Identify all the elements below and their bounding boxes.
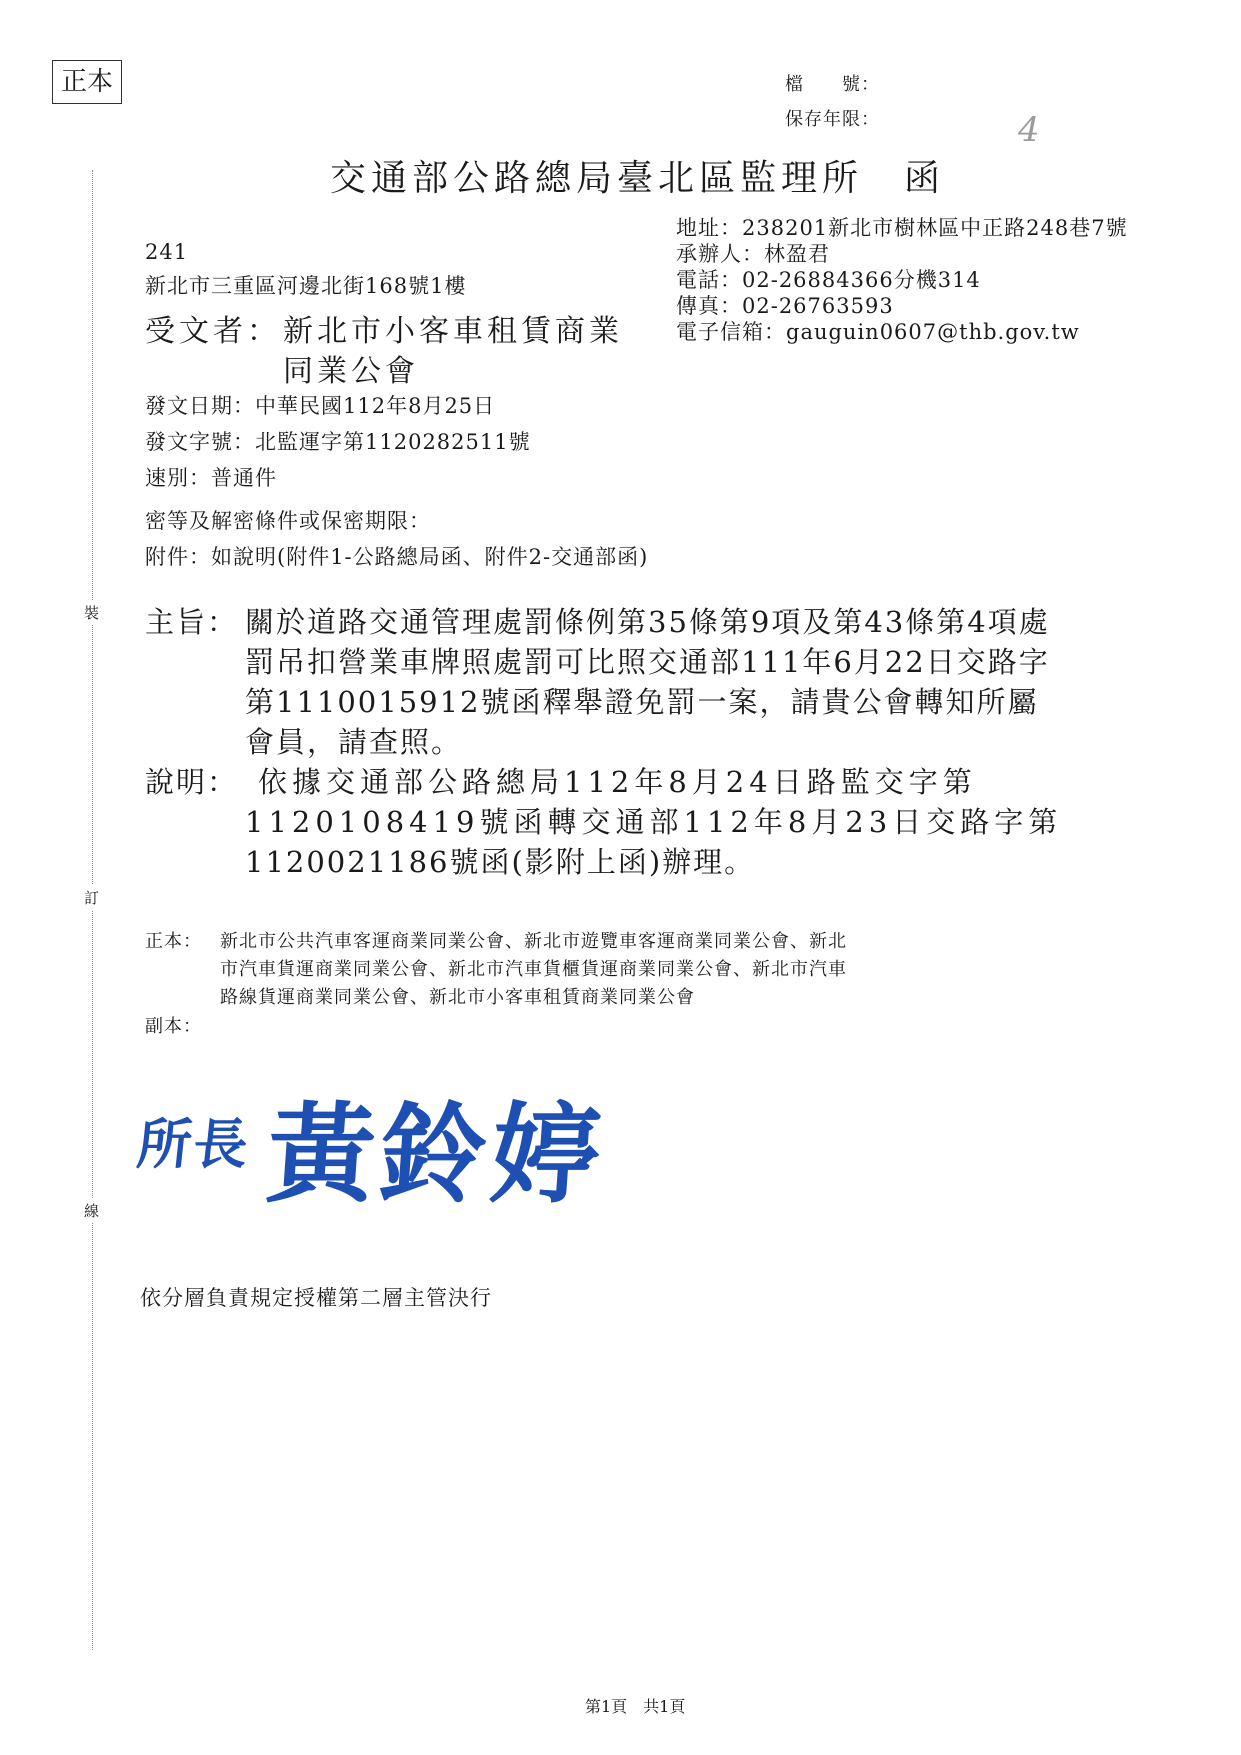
dispatch-number: 發文字號：北監運字第1120282511號 xyxy=(145,430,531,454)
sender-fax: 傳真：02-26763593 xyxy=(676,294,894,318)
explanation-line-1: 依據交通部公路總局112年8月24日路監交字第 xyxy=(258,765,977,799)
original-distribution-line-1: 新北市公共汽車客運商業同業公會、新北市遊覽車客運商業同業公會、新北 xyxy=(220,931,847,952)
subject-line-2: 罰吊扣營業車牌照處罰可比照交通部111年6月22日交路字 xyxy=(245,645,1050,679)
dispatch-date: 發文日期：中華民國112年8月25日 xyxy=(145,394,496,418)
subject-label: 主旨： xyxy=(145,605,239,639)
original-distribution-line-3: 路線貨運商業同業公會、新北市小客車租賃商業同業公會 xyxy=(220,987,695,1008)
explanation-line-3: 1120021186號函(影附上函)辦理。 xyxy=(245,845,756,879)
explanation-line-2: 1120108419號函轉交通部112年8月23日交路字第 xyxy=(245,805,1063,839)
file-number-label: 檔 號： xyxy=(785,74,880,95)
document-title: 交通部公路總局臺北區監理所 函 xyxy=(330,158,946,199)
binding-mark-staple: 訂 xyxy=(84,885,99,910)
dispatch-security: 密等及解密條件或保密期限： xyxy=(145,509,431,533)
recipient-address: 新北市三重區河邊北街168號1樓 xyxy=(145,274,467,298)
binding-mark-bind: 裝 xyxy=(84,600,99,625)
explanation-label: 說明： xyxy=(145,765,239,799)
retention-label: 保存年限： xyxy=(785,109,880,130)
dispatch-attachment: 附件：如說明(附件1-公路總局函、附件2-交通部函) xyxy=(145,545,649,569)
recipient-postal-code: 241 xyxy=(145,240,189,264)
original-distribution-label: 正本： xyxy=(145,931,202,952)
page-number: 第1頁 共1頁 xyxy=(585,1697,686,1716)
subject-line-1: 關於道路交通管理處罰條例第35條第9項及第43條第4項處 xyxy=(245,605,1050,639)
binding-margin-line xyxy=(92,170,93,1650)
sender-email: 電子信箱：gauguin0607@thb.gov.tw xyxy=(676,320,1080,344)
sender-address: 地址：238201新北市樹林區中正路248巷7號 xyxy=(676,216,1128,240)
original-copy-stamp: 正本 xyxy=(52,60,122,104)
recipient-name-line1: 新北市小客車租賃商業 xyxy=(283,314,623,349)
subject-line-4: 會員，請查照。 xyxy=(245,725,463,759)
dispatch-speed: 速別：普通件 xyxy=(145,466,277,490)
authorization-note: 依分層負責規定授權第二層主管決行 xyxy=(140,1286,492,1310)
recipient-label: 受文者： xyxy=(145,314,281,349)
binding-mark-line: 線 xyxy=(84,1198,99,1223)
signature-title: 所長 xyxy=(134,1112,253,1176)
sender-phone: 電話：02-26884366分機314 xyxy=(676,268,981,292)
copy-distribution-label: 副本： xyxy=(145,1016,202,1037)
handwritten-mark: 4 xyxy=(1018,110,1040,150)
sender-contact-person: 承辦人：林盈君 xyxy=(676,242,830,266)
signature-name: 黃鈴婷 xyxy=(262,1092,608,1218)
recipient-name-line2: 同業公會 xyxy=(283,354,419,389)
subject-line-3: 第1110015912號函釋舉證免罰一案，請貴公會轉知所屬 xyxy=(245,685,1039,719)
original-distribution-line-2: 市汽車貨運商業同業公會、新北市汽車貨櫃貨運商業同業公會、新北市汽車 xyxy=(220,959,847,980)
